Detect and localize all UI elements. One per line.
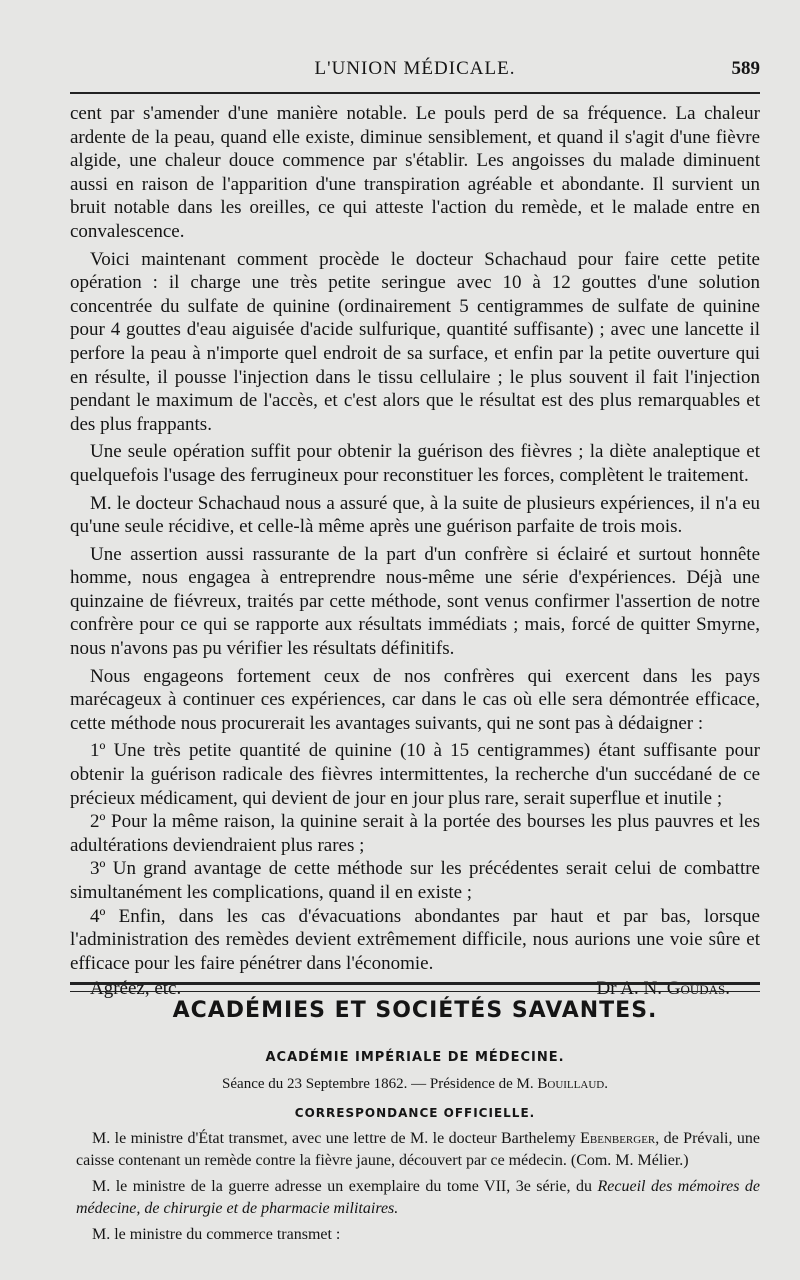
page-header <box>70 56 760 86</box>
paragraph: Une seule opération suffit pour obtenir la guérison des fièvres ; la diète analeptique et quelquefois l'usage des ferrugineux pour reconstituer les forces, complètent le traitement. <box>70 441 760 486</box>
page-number: 589 <box>731 58 760 79</box>
signature-name: Goudas. <box>666 978 730 1000</box>
academy-title: ACADÉMIE IMPÉRIALE DE MÉDECINE. <box>265 1050 565 1065</box>
correspondence-item <box>76 1176 760 1220</box>
section-title: ACADÉMIES ET SOCIÉTÉS SAVANTES. <box>172 998 658 1023</box>
correspondence-name: Ebenberger, <box>580 1130 660 1147</box>
correspondence-item <box>76 1224 760 1246</box>
session-president: Bouillaud. <box>537 1076 608 1092</box>
list-item: 4º Enfin, dans les cas d'évacuations abondantes par haut et par bas, lorsque l'administration des remèdes devient extrêmement difficile, nous aurions une voie sûre et efficace pour les faire pénétrer dans l'économie. <box>70 905 760 974</box>
closing: Agréez, etc. <box>90 978 182 1000</box>
section-rule <box>70 982 760 992</box>
publication-title: Recueil des mémoires de médecine, de chirurgie et de pharmacie militaires. <box>76 1178 761 1217</box>
list-item: 1º Une très petite quantité de quinine (10 à 15 centigrammes) étant suffisante pour obtenir la guérison radicale des fièvres intermittentes, la recherche d'un succédané de ce précieux médicament, qui devient de jour en jour plus rare, serait superflue et inutile ; <box>70 740 760 809</box>
session-prefix: Séance du 23 Septembre 1862. — Présidence de M. <box>222 1076 534 1092</box>
correspondence-text: M. le ministre d'État transmet, avec une lettre de M. le docteur Barthelemy <box>92 1130 576 1147</box>
list-item: 3º Un grand avantage de cette méthode sur les précédentes serait celui de combattre simultanément les complications, quand il en existe ; <box>70 858 760 903</box>
running-title: L'UNION MÉDICALE. <box>314 58 516 79</box>
correspondence-text: de Prévali, une caisse contenant un remède contre la fièvre jaune, découvert par ce médecin. (Com. M. Mélier.) <box>76 1130 761 1169</box>
list-item: 2º Pour la même raison, la quinine serait à la portée des bourses les plus pauvres et les adultérations deviendraient plus rares ; <box>70 811 760 856</box>
paragraph: Nous engageons fortement ceux de nos confrères qui exercent dans les pays marécageux à continuer ces expériences, car dans le cas où elle sera démontrée efficace, cette méthode nous procurerait les avantages suivants, qui ne sont pas à dédaigner : <box>70 665 760 734</box>
correspondence-text: M. le ministre du commerce transmet : <box>92 1226 341 1243</box>
header-rule <box>70 92 760 94</box>
paragraph: M. le docteur Schachaud nous a assuré que, à la suite de plusieurs expériences, il n'a eu qu'une seule récidive, et celle-là même après une guérison parfaite de trois mois. <box>70 492 760 538</box>
paragraph: cent par s'amender d'une manière notable. Le pouls perd de sa fréquence. La chaleur ardente de la peau, quand elle existe, diminue sensiblement, et quand il s'agit d'une fièvre algide, une chaleur douce commence par s'établir. Les angoisses du malade diminuent aussi en raison de l'apparition d'une transpiration agréable et abondante. Il survient un bruit notable dans les oreilles, ce qui atteste l'action du remède, et le malade entre en convalescence. <box>70 103 760 242</box>
correspondence-body <box>76 1128 760 1250</box>
correspondence-item <box>76 1128 760 1172</box>
correspondence-text: M. le ministre de la guerre adresse un exemplaire du tome VII, 3e série, du <box>92 1178 593 1195</box>
correspondence-title: CORRESPONDANCE OFFICIELLE. <box>294 1106 536 1120</box>
session-line <box>70 1076 760 1093</box>
paragraph: Une assertion aussi rassurante de la part d'un confrère si éclairé et surtout honnête homme, nous engagea à entreprendre nous-même une série d'expériences. Déjà une quinzaine de fiévreux, traités par cette méthode, sont venus confirmer l'assertion de notre confrère pour ce qui se rapporte aux résultats immédiats ; mais, forcé de quitter Smyrne, nous n'avons pas pu vérifier les résultats définitifs. <box>70 543 760 660</box>
signature-prefix: Dr A. N. <box>596 978 662 1000</box>
paragraph: Voici maintenant comment procède le docteur Schachaud pour faire cette petite opération : il charge une très petite seringue avec 10 à 12 gouttes d'une solution concentrée du sulfate de quinine (ordinairement 5 centigrammes de sulfate de quinine pour 4 gouttes d'eau aiguisée d'acide sulfurique, quantité suffisante) ; avec une lancette il perfore la peau à n'importe quel endroit de sa surface, et enfin par la petite ouverture qui en résulte, il pousse l'injection dans le tissu cellulaire ; le plus souvent il fait l'injection pendant le maximum de l'accès, et c'est alors que le résultat est des plus remarquables et des plus frappants. <box>70 248 760 435</box>
article-body <box>70 102 760 1001</box>
